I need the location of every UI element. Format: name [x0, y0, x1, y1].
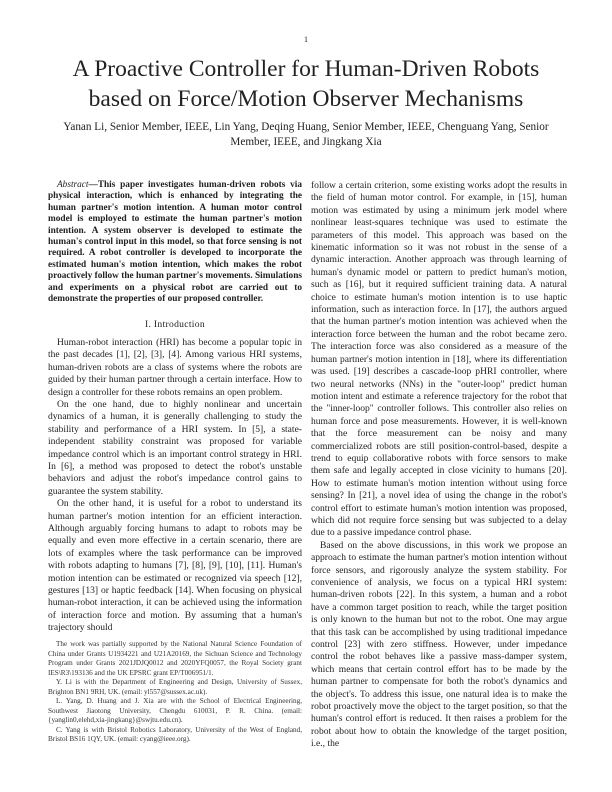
page-number: 1	[304, 35, 308, 44]
intro-paragraph-1: Human-robot interaction (HRI) has become a popular topic in the past decades [1], [2], [3], [4]. Among various HRI systems, human-driven robots are a class of systems where the robots are guided by their human partner through a certain interface. How to design a controller for these robots remains an open problem.	[48, 336, 302, 398]
author-list	[40, 120, 572, 149]
intro-paragraph-3: On the other hand, it is useful for a robot to understand its human partner's motion intention for an efficient interaction. Although arguably forcing humans to adapt to robots may be equally and even more effective in a certain scenario, there are lots of examples where the task performance can be improved with robots adapting to humans [7], [8], [9], [10], [11]. Human's motion intention can be estimated or recognized via speech [12], gestures [13] or haptic feedback [14]. When focusing on physical human-robot interaction, it can be achieved using the information of interaction force and motion. By assuming that a human's trajectory should	[48, 498, 302, 634]
authors-line-2: Member, IEEE, and Jingkang Xia	[230, 135, 382, 148]
intro-paragraph-2: On the one hand, due to highly nonlinear and uncertain dynamics of a human, it is generally challenging to study the stability and performance of a HRI system. In [5], a state-independent stability constraint was proposed for variable impedance control which is an important control strategy in HRI. In [6], a method was proposed to detect the robot's unstable behaviors and adjust the robot's impedance control gains to guarantee the system stability.	[48, 398, 302, 497]
footnote-author-cyang: C. Yang is with Bristol Robotics Laboratory, University of the West of England, Bristol BS16 1QY, UK. (email: cyang@ieee.org).	[48, 725, 302, 743]
footnote-funding: The work was partially supported by the National Natural Science Foundation of China under Grants U1934221 and U21A20169, the Sichuan Science and Technology Program under Grants 2021JDJQ0012 and 2020YFQ0057, the Royal Society grant IES\R3\193136 and the UK EPSRC grant EP/T006951/1.	[48, 640, 302, 677]
abstract	[48, 180, 302, 305]
footnotes	[48, 640, 302, 745]
section-heading-introduction: I. Introduction	[145, 319, 205, 331]
paper-title	[40, 54, 572, 114]
left-column	[48, 180, 302, 635]
right-paragraph-2: Based on the above discussions, in this work we propose an approach to estimate the human partner's motion intention without force sensors, and rigorously analyze the system stability. For convenience of analysis, we focus on a typical HRI system: human-driven robots [22]. In this system, a human and a robot have a common target position to reach, while the target position is only known to the human but not to the robot. One may argue that this task can be accomplished by using traditional impedance control [23] with zero stiffness. However, under impedance control the robot behaves like a passive mass-damper system, which means that certain control effort has to be made by the human partner to compensate for both the robot's dynamics and the object's. To address this issue, one natural idea is to make the robot proactively move the object to the target position, so that the human's control effort is reduced. It then raises a problem for the robot about how to obtain the knowledge of the target position, i.e., the	[311, 539, 567, 750]
title-line-2: based on Force/Motion Observer Mechanisms	[88, 86, 524, 112]
title-line-1: A Proactive Controller for Human-Driven Robots	[72, 56, 540, 82]
right-paragraph-1: follow a certain criterion, some existing works adopt the results in the field of human motor control. For example, in [15], human motion was estimated by using a minimum jerk model where nonlinear least-squares technique was used to estimate the parameters of this model. This approach was based on the kinematic information so it was not robust in the sense of a dynamic interaction. Another approach was through learning of human's dynamic model or pattern to predict human's motion, such as [16], but it required sufficient training data. A natural choice to estimate human's motion intention is to use haptic information, such as interaction force. In [17], the authors argued that the human partner's motion intention was achieved when the interaction force between the human and the robot became zero. The interaction force was also considered as a measure of the human partner's motion intention in [18], where its differentiation was used. [19] describes a cascade-loop pHRI controller, where two neural networks (NNs) in the "outer-loop" predict human motion intent and estimate a reference trajectory for the robot that the "inner-loop" controller follows. This controller also relies on human force and pose measurements. However, it is well-known that the force measurement can be noisy and many commercialized robots are still position-control-based, despite a trend to equip collaborative robots with force sensors to make them safe and legally accepted in close vicinity to humans [20]. How to estimate human's motion intention without using force sensing? In [21], a novel idea of using the change in the robot's control effort to estimate human's motion intention was proposed, which did not require force sensing but was subjected to a delay due to a passive impedance control phase.	[311, 180, 567, 539]
abstract-lead: Abstract	[57, 180, 89, 190]
authors-line-1: Yanan Li, Senior Member, IEEE, Lin Yang, Deqing Huang, Senior Member, IEEE, Chenguang Yang, Senior	[63, 121, 549, 133]
footnote-author-li: Y. Li is with the Department of Engineering and Design, University of Sussex, Brighton BN1 9RH, UK. (email: yl557@sussex.ac.uk).	[48, 678, 302, 696]
abstract-text: —This paper investigates human-driven robots via physical interaction, which is enhanced by integrating the human partner's motion intention. A human motor control model is employed to estimate the human partner's motion intention. A system observer is developed to estimate the human's control input in this model, so that force sensing is not required. A robot controller is developed to incorporate the estimated human's motion intention, which makes the robot proactively follow the human partner's movements. Simulations and experiments on a physical robot are carried out to demonstrate the properties of our proposed controller.	[48, 180, 302, 305]
right-column	[311, 180, 567, 751]
footnote-author-yang-huang-xia: L. Yang, D. Huang and J. Xia are with the School of Electrical Engineering, Southwest Jiaotong University, Chengdu 610031, P. R. China. (email: {yanglin0,elehd,xia-jingkang}@swjtu.edu.cn).	[48, 697, 302, 724]
